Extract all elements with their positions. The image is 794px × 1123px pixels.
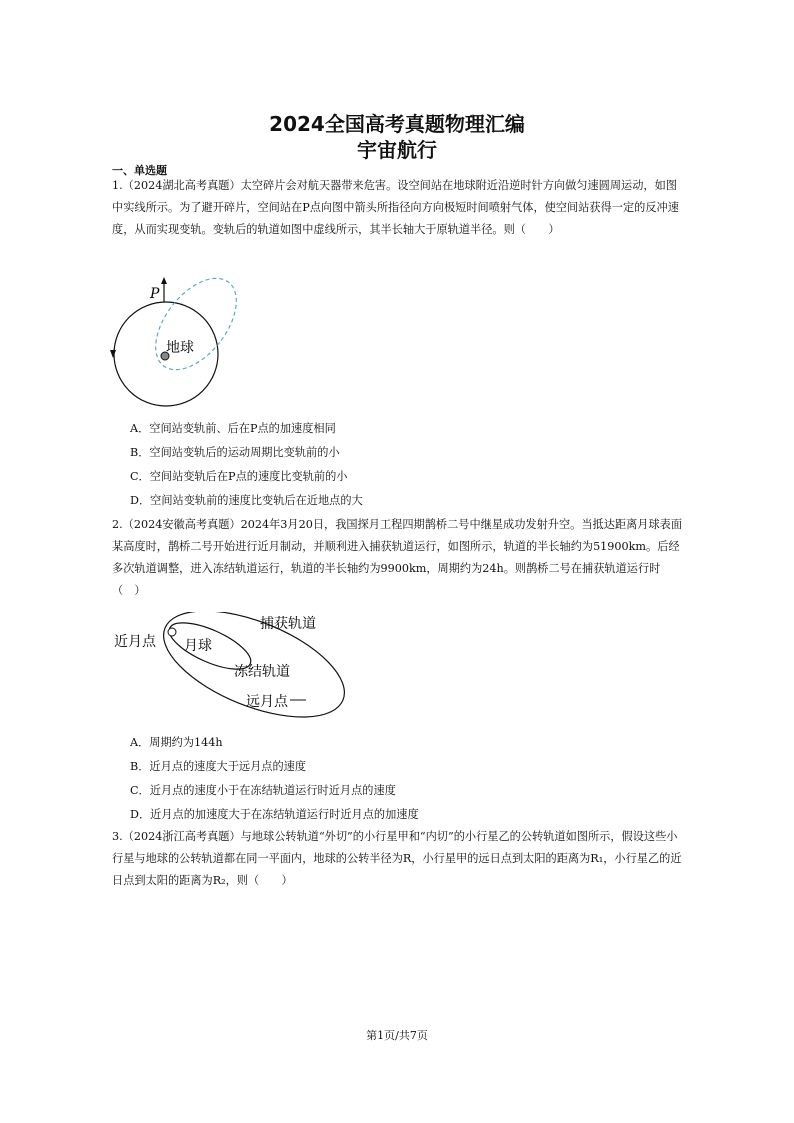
question-1-text: 1.（2024湖北高考真题）太空碎片会对航天器带来危害。设空间站在地球附近沿逆时针方向做匀速圆周运动，如图中实线所示。为了避开碎片，空间站在P点向图中箭头所指径向方向极短时间喷射气体，使空间站获得一定的反冲速度，从而实现变轨。变轨后的轨道如图中虚线所示，其半长轴大于原轨道半径。则（ ）	[112, 179, 679, 236]
question-2-text: 2.（2024安徽高考真题）2024年3月20日，我国探月工程四期鹊桥二号中继星成功发射升空。当抵达距离月球表面某高度时，鹊桥二号开始进行近月制动，并顺利进入捕获轨道运行，如图所示，轨道的半长轴约为51900km。后经多次轨道调整，进入冻结轨道运行，轨道的半长轴约为9900km，周期约为24h。则鹊桥二号在捕获轨道运行时（ ）	[112, 518, 683, 597]
q2-option-a: A．周期约为144h	[130, 736, 223, 749]
q1-option-d: D．空间站变轨前的速度比变轨后在近地点的大	[130, 494, 363, 507]
motion-direction-arrow-icon	[110, 350, 116, 358]
question-1	[112, 175, 684, 241]
label-moon: 月球	[184, 638, 212, 654]
q1-option-c: C．空间站变轨后在P点的速度比变轨前的小	[130, 470, 348, 483]
document-subtitle: 宇宙航行	[357, 138, 437, 162]
page-footer: 第1页/共7页	[366, 1029, 428, 1042]
figure-space-station-orbit	[108, 272, 238, 412]
q1-option-b: B．空间站变轨后的运动周期比变轨前的小	[130, 446, 340, 459]
q2-option-b: B．近月点的速度大于远月点的速度	[130, 760, 307, 773]
arrow-head-icon	[161, 277, 167, 284]
q2-option-d: D．近月点的加速度大于在冻结轨道运行时近月点的加速度	[130, 808, 419, 821]
question-3	[112, 826, 684, 892]
document-title: 2024全国高考真题物理汇编	[269, 112, 525, 136]
question-3-text: 3.（2024浙江高考真题）与地球公转轨道“外切”的小行星甲和“内切”的小行星乙的公转轨道如图所示，假设这些小行星与地球的公转轨道都在同一平面内，地球的公转半径为R，小行星甲的远日点到太阳的距离为R₁，小行星乙的近日点到太阳的距离为R₂，则（ ）	[112, 830, 682, 887]
q2-option-c: C．近月点的速度小于在冻结轨道运行时近月点的速度	[130, 784, 396, 797]
label-frozen-orbit: 冻结轨道	[234, 664, 290, 680]
label-perilune: 近月点	[114, 634, 156, 650]
label-p: P	[150, 286, 160, 302]
question-2	[112, 514, 684, 602]
figure-lunar-orbits	[110, 612, 350, 722]
q1-option-a: A．空间站变轨前、后在P点的加速度相同	[130, 422, 336, 435]
label-earth: 地球	[166, 340, 194, 356]
moon-dot	[168, 628, 176, 636]
label-apolune: 远月点	[246, 694, 288, 710]
section-heading: 一、单选题	[112, 164, 167, 177]
label-capture-orbit: 捕获轨道	[260, 616, 316, 632]
